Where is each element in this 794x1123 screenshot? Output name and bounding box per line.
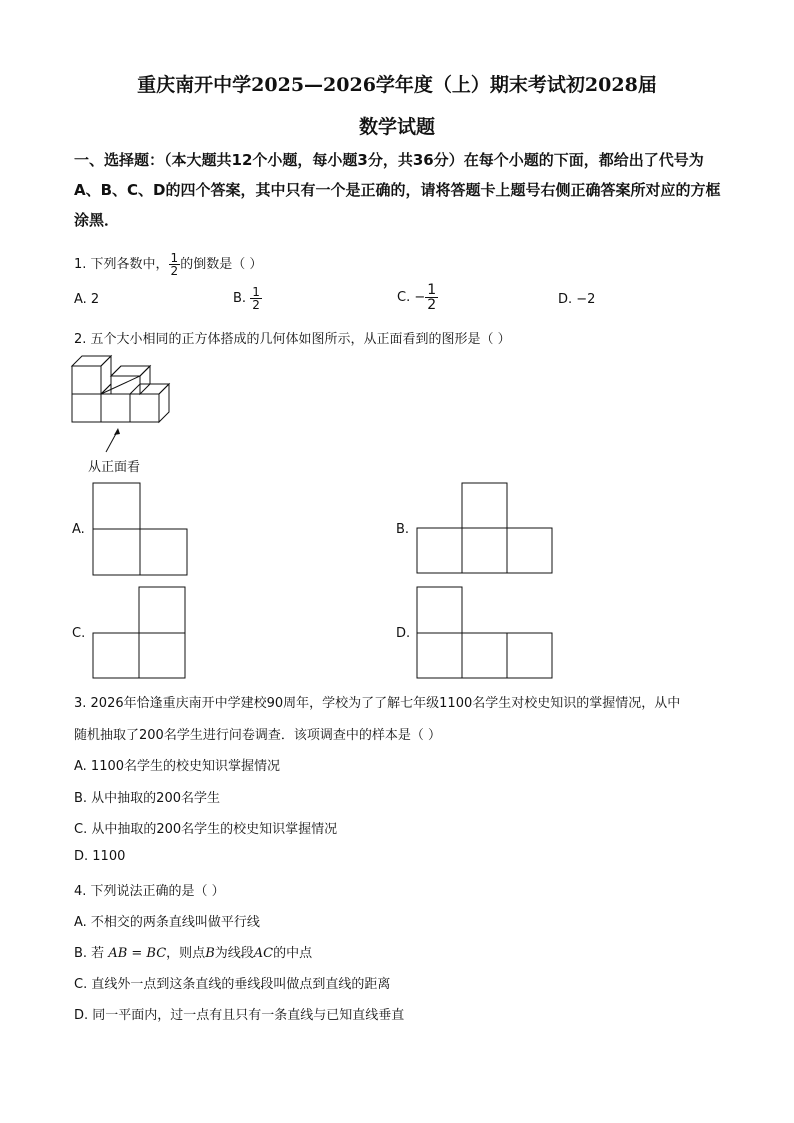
q1-frac-den: 2 — [170, 264, 179, 278]
q1-b-den: 2 — [252, 298, 260, 312]
q2-option-a-shape — [92, 482, 190, 577]
q4-b-prefix: B. 若 — [74, 946, 105, 961]
arrow-head — [114, 428, 120, 435]
q4-option-c: C. 直线外一点到这条直线的垂线段叫做点到直线的距离 — [74, 977, 391, 992]
q1-c-sign: − — [414, 290, 426, 305]
q4-b-mid: ，则点 — [166, 946, 206, 961]
question-3-line-1: 3. 2026年恰逢重庆南开中学建校90周年，学校为了了解七年级1100名学生对校史知识的掌握情况，从中 — [74, 696, 681, 711]
q3-option-b: B. 从中抽取的200名学生 — [74, 791, 220, 806]
question-3-line-2: 随机抽取了200名学生进行问卷调查．该项调查中的样本是（ ） — [74, 728, 441, 743]
q4-b-mid2: 为线段 — [214, 946, 254, 961]
exam-subtitle: 数学试题 — [358, 116, 435, 138]
q1-b-label: B. — [233, 291, 247, 306]
q1-c-label: C. — [397, 290, 411, 305]
q1-suffix: 的倒数是（ ） — [180, 257, 263, 272]
q3-option-a: A. 1100名学生的校史知识掌握情况 — [74, 759, 281, 774]
q1-option-d: D. −2 — [558, 292, 596, 307]
q4-option-d: D. 同一平面内，过一点有且只有一条直线与已知直线垂直 — [74, 1008, 405, 1023]
q4-b-point: B — [205, 946, 215, 961]
q3-option-c: C. 从中抽取的200名学生的校史知识掌握情况 — [74, 822, 338, 837]
q2-option-d-shape — [416, 586, 556, 681]
q1-frac-num: 1 — [170, 251, 179, 265]
q1-c-num: 1 — [427, 282, 437, 298]
q1-prefix: 1. 下列各数中， — [74, 257, 169, 272]
q2-option-c-label: C. — [72, 626, 86, 641]
q2-option-a-label: A. — [72, 522, 85, 537]
q4-b-segment: AC — [253, 946, 274, 961]
q1-fraction — [169, 252, 181, 277]
q1-option-b — [233, 286, 262, 311]
exam-title: 重庆南开中学2025—2026学年度（上）期末考试初2028届 — [137, 74, 657, 96]
question-4: 4. 下列说法正确的是（ ） — [74, 884, 225, 899]
q4-option-b — [74, 942, 312, 961]
q4-option-a: A. 不相交的两条直线叫做平行线 — [74, 915, 260, 930]
figure-caption: 从正面看 — [88, 460, 141, 475]
q2-option-b-shape — [416, 482, 556, 577]
q1-option-a: A. 2 — [74, 292, 100, 307]
section-instructions: 一、选择题：（本大题共12个小题，每小题3分，共36分）在每个小题的下面，都给出了代号为A、B、C、D的四个答案，其中只有一个是正确的，请将答题卡上题号右侧正确答案所对应的方框涂黑． — [74, 151, 721, 229]
q2-option-d-label: D. — [396, 626, 411, 641]
question-1 — [74, 252, 262, 277]
q2-option-b-label: B. — [396, 522, 410, 537]
q1-c-den: 2 — [427, 297, 437, 313]
q1-b-fraction — [250, 286, 262, 311]
q1-option-c — [397, 283, 438, 312]
q4-b-suffix: 的中点 — [273, 946, 313, 961]
cube-figure — [70, 352, 180, 457]
q1-b-num: 1 — [252, 285, 260, 299]
q2-option-c-shape — [92, 586, 190, 681]
q1-c-fraction — [425, 283, 438, 312]
question-2: 2. 五个大小相同的正方体搭成的几何体如图所示，从正面看到的图形是（ ） — [74, 332, 511, 347]
q4-b-equation: AB = BC — [108, 946, 167, 961]
q3-option-d: D. 1100 — [74, 849, 126, 864]
